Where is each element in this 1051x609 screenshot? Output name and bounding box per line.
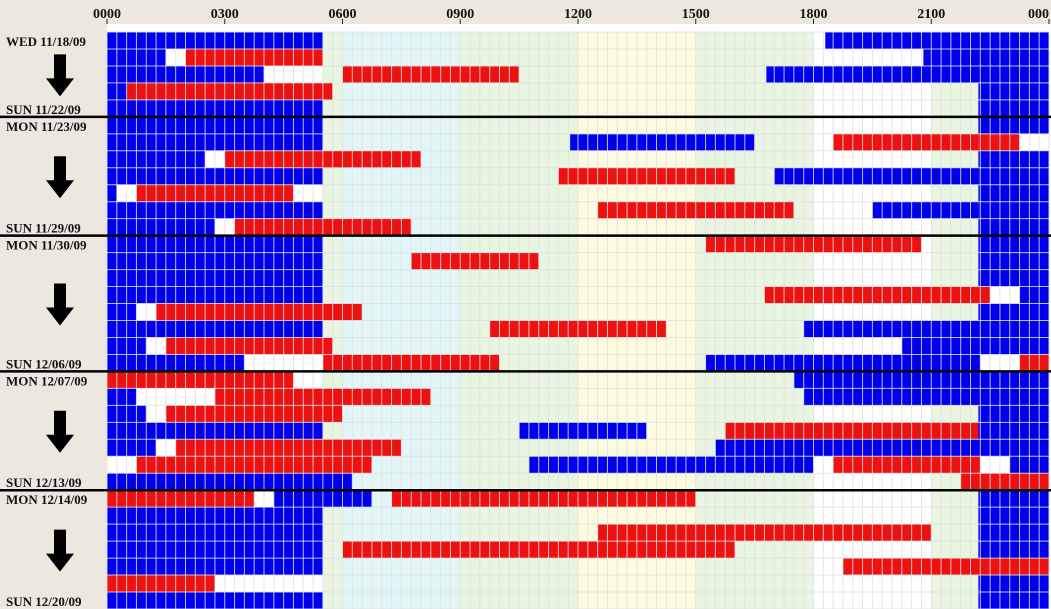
red-segment — [833, 134, 978, 151]
week-end-label: SUN 11/29/09 — [6, 220, 81, 236]
blue-segment — [978, 405, 1049, 422]
week-end-label: SUN 11/22/09 — [6, 101, 81, 117]
blue-segment — [978, 592, 1049, 609]
week-start-label: MON 12/07/09 — [6, 373, 88, 389]
red-segment — [127, 83, 333, 100]
x-tick-label: 2100 — [917, 7, 946, 22]
blue-segment — [107, 439, 156, 456]
week-start-label: MON 11/23/09 — [6, 118, 87, 134]
blue-segment — [107, 473, 352, 490]
red-segment — [166, 337, 333, 354]
blue-segment — [978, 304, 1049, 321]
red-segment — [833, 456, 980, 473]
red-segment — [107, 575, 215, 592]
blue-segment — [978, 100, 1049, 117]
x-tick-label: 000 — [1028, 7, 1049, 22]
week-start-label: MON 11/30/09 — [6, 237, 87, 253]
x-tick-label: 1800 — [799, 7, 828, 22]
label-panel-bg — [0, 0, 107, 609]
blue-segment — [978, 541, 1049, 558]
x-tick-label: 0300 — [210, 7, 239, 22]
blue-segment — [978, 236, 1049, 253]
blue-segment — [529, 456, 814, 473]
blue-segment — [107, 219, 215, 236]
red-segment — [961, 473, 1049, 490]
blue-segment — [978, 439, 1049, 456]
blue-segment — [978, 219, 1049, 236]
week-start-label: WED 11/18/09 — [6, 34, 86, 49]
x-tick-label: 0000 — [93, 7, 121, 22]
blue-segment — [766, 66, 1049, 83]
week-end-label: SUN 12/06/09 — [6, 356, 82, 372]
blue-segment — [872, 202, 978, 219]
blue-segment — [978, 83, 1049, 100]
red-segment — [176, 439, 402, 456]
blue-segment — [107, 185, 117, 202]
x-tick-label: 0900 — [446, 7, 475, 22]
red-segment — [156, 304, 362, 321]
blue-segment — [978, 168, 1049, 185]
blue-segment — [978, 270, 1049, 287]
blue-segment — [978, 524, 1049, 541]
blue-segment — [902, 337, 1049, 354]
blue-segment — [107, 388, 136, 405]
week-end-label: SUN 12/13/09 — [6, 475, 82, 491]
red-segment — [107, 490, 254, 507]
blue-segment — [978, 253, 1049, 270]
red-segment — [978, 134, 1019, 151]
blue-segment — [978, 151, 1049, 168]
red-segment — [1020, 354, 1049, 371]
blue-segment — [1020, 287, 1049, 304]
x-tick-label: 0600 — [328, 7, 357, 22]
blue-segment — [978, 575, 1049, 592]
red-segment — [392, 490, 696, 507]
week-end-label: SUN 12/20/09 — [6, 594, 82, 609]
blue-segment — [107, 304, 136, 321]
blue-segment — [804, 321, 1049, 338]
red-segment — [107, 371, 293, 388]
x-tick-label: 1500 — [681, 7, 710, 22]
week-start-label: MON 12/14/09 — [6, 492, 88, 508]
blue-segment — [978, 185, 1049, 202]
blue-segment — [978, 422, 1049, 439]
red-segment — [843, 558, 1049, 575]
blue-segment — [804, 388, 1049, 405]
header-gap — [107, 24, 1051, 32]
x-tick-label: 1200 — [564, 7, 592, 22]
blue-segment — [978, 117, 1049, 134]
blue-segment — [825, 32, 1049, 49]
blue-segment — [978, 490, 1049, 507]
blue-segment — [774, 168, 978, 185]
red-segment — [764, 287, 990, 304]
blue-segment — [978, 202, 1049, 219]
blue-segment — [923, 49, 1049, 66]
blue-segment — [978, 507, 1049, 524]
